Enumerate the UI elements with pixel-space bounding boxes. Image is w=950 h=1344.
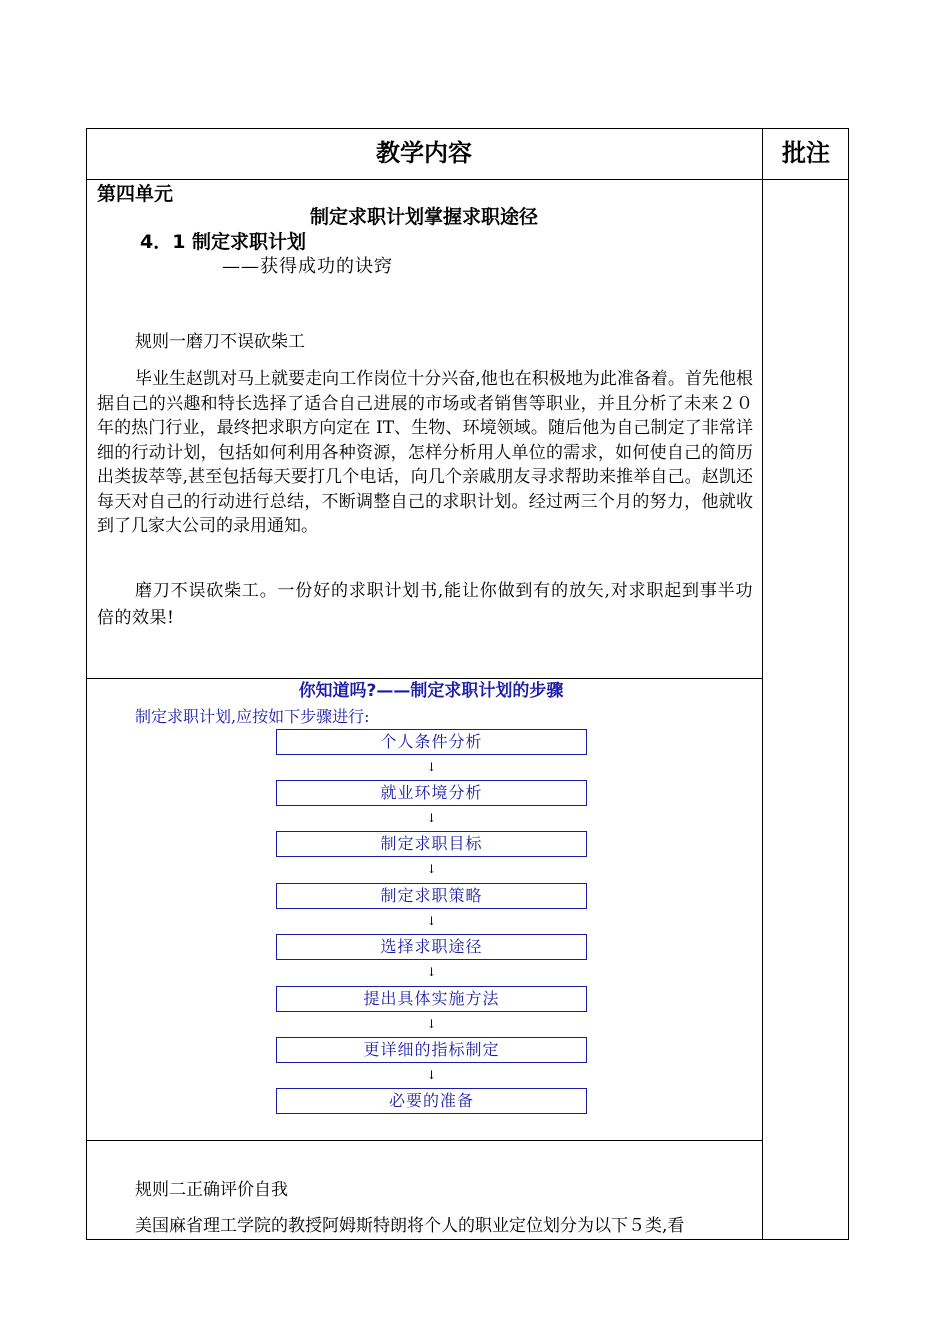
step-box: 提出具体实施方法 bbox=[276, 986, 587, 1012]
content-column-header: 教学内容 bbox=[376, 139, 472, 167]
down-arrow-icon: ↓ bbox=[426, 965, 437, 979]
step-box: 更详细的指标制定 bbox=[276, 1037, 587, 1063]
step-box: 选择求职途径 bbox=[276, 934, 587, 960]
down-arrow-icon: ↓ bbox=[426, 1068, 437, 1082]
unit-label: 第四单元 bbox=[97, 183, 174, 205]
step-box: 必要的准备 bbox=[276, 1088, 587, 1114]
rule2-heading: 规则二正确评价自我 bbox=[135, 1180, 288, 1200]
rule1-moral: 磨刀不误砍柴工。一份好的求职计划书,能让你做到有的放矢,对求职起到事半功倍的效果! bbox=[97, 581, 753, 628]
section-title: 4．1 制定求职计划 bbox=[140, 231, 307, 253]
down-arrow-icon: ↓ bbox=[426, 1017, 437, 1031]
did-you-know-title: 你知道吗?——制定求职计划的步骤 bbox=[298, 681, 564, 701]
down-arrow-icon: ↓ bbox=[426, 914, 437, 928]
step-box: 就业环境分析 bbox=[276, 780, 587, 806]
down-arrow-icon: ↓ bbox=[426, 760, 437, 774]
step-box: 个人条件分析 bbox=[276, 729, 587, 755]
section-subtitle: ——获得成功的诀窍 bbox=[222, 256, 393, 277]
step-box: 制定求职策略 bbox=[276, 883, 587, 909]
did-you-know-intro: 制定求职计划,应按如下步骤进行: bbox=[135, 707, 370, 726]
step-box: 制定求职目标 bbox=[276, 831, 587, 857]
rule1-story: 毕业生赵凯对马上就要走向工作岗位十分兴奋,他也在积极地为此准备着。首先他根据自己的兴趣和特长选择了适合自己进展的市场或者销售等职业，并且分析了未来２０年的热门行业，最终把求职方向定在 IT、生物、环境领域。随后他为自己制定了非常详细的行动计划，包括如何利用各种资源，怎样分析用人单位的需求，如何使自己的简历出类拔萃等,甚至包括每天要打几个电话，向几个亲戚朋友寻求帮助来推举自己。赵凯还每天对自己的行动进行总结，不断调整自己的求职计划。经过两三个月的努力，他就收到了几家大公司的录用通知。 bbox=[97, 369, 753, 536]
down-arrow-icon: ↓ bbox=[426, 862, 437, 876]
unit-title: 制定求职计划掌握求职途径 bbox=[309, 206, 538, 228]
rule1-heading: 规则一磨刀不误砍柴工 bbox=[135, 332, 305, 352]
header-divider bbox=[86, 179, 849, 180]
notes-column-header: 批注 bbox=[782, 139, 830, 167]
down-arrow-icon: ↓ bbox=[426, 811, 437, 825]
rule2-text: 美国麻省理工学院的教授阿姆斯特朗将个人的职业定位划分为以下５类,看 bbox=[135, 1216, 685, 1236]
